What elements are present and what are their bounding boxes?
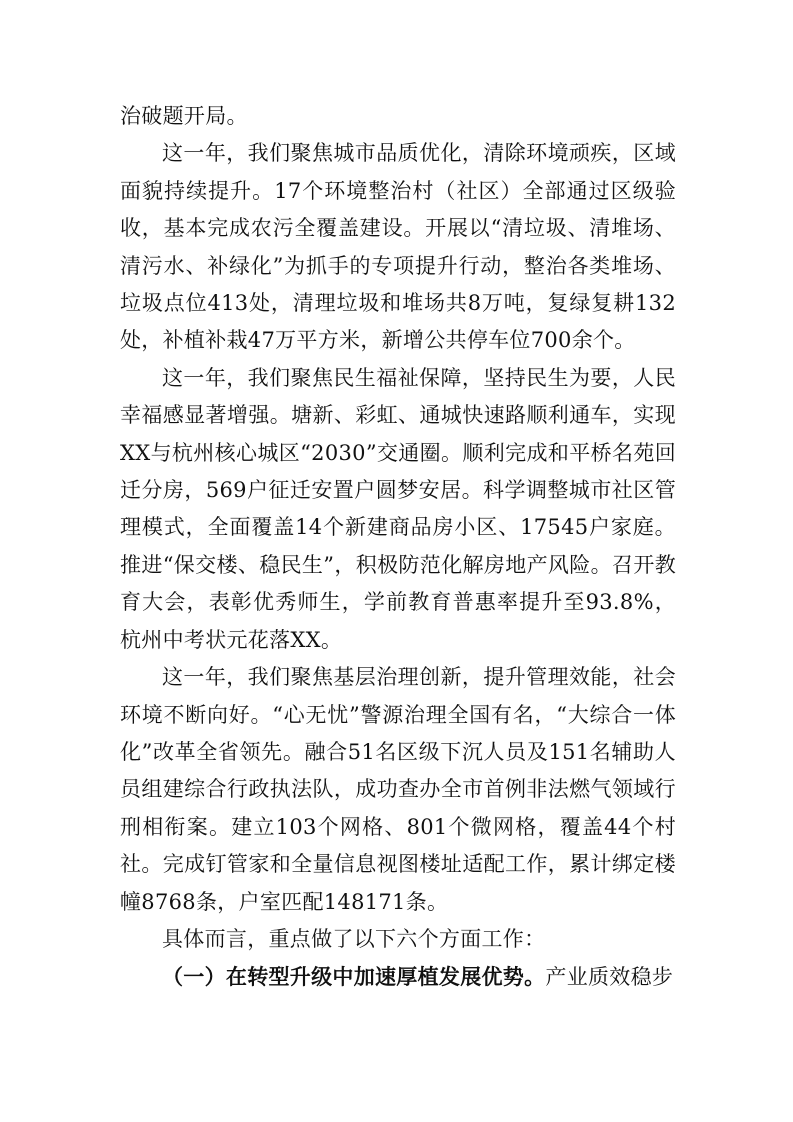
paragraph-text: 产业质效稳步 bbox=[545, 965, 674, 990]
paragraph-opening-fragment bbox=[120, 98, 676, 135]
document-body bbox=[120, 98, 676, 997]
paragraph-livelihood bbox=[120, 360, 676, 659]
section-heading: （一）在转型升级中加速厚植发展优势。 bbox=[162, 964, 546, 990]
paragraph-text: 这一年，我们聚焦基层治理创新，提升管理效能，社会环境不断向好。“心无忧”警源治理全国有名，“大综合一体化”改革全省领先。融合51名区级下沉人员及151名辅助人员组建综合行政执法队，成功查办全市首例非法燃气领域行刑相衔案。建立103个网格、801个微网格，覆盖44个村社。完成钉管家和全量信息视图楼址适配工作，累计绑定楼幢8768条，户室匹配148171条。 bbox=[120, 665, 676, 914]
paragraph-text: 治破题开局。 bbox=[120, 104, 248, 128]
paragraph-text: 这一年，我们聚焦民生福祉保障，坚持民生为要，人民幸福感显著增强。塘新、彩虹、通城快速路顺利通车，实现XX与杭州核心城区“2030”交通圈。顺利完成和平桥名苑回迁分房，569户征迁安置户圆梦安居。科学调整城市社区管理模式，全面覆盖14个新建商品房小区、17545户家庭。推进“保交楼、稳民生”，积极防范化解房地产风险。召开教育大会，表彰优秀师生，学前教育普惠率提升至93.8%，杭州中考状元花落XX。 bbox=[120, 365, 676, 652]
paragraph-text: 这一年，我们聚焦城市品质优化，清除环境顽疾，区域面貌持续提升。17个环境整治村（社区）全部通过区级验收，基本完成农污全覆盖建设。开展以“清垃圾、清堆场、清污水、补绿化”为抓手的专项提升行动，整治各类堆场、垃圾点位413处，清理垃圾和堆场共8万吨，复绿复耕132处，补植补栽47万平方米，新增公共停车位700余个。 bbox=[120, 141, 676, 353]
paragraph-governance bbox=[120, 659, 676, 921]
paragraph-section-one bbox=[120, 958, 676, 996]
paragraph-urban-quality bbox=[120, 135, 676, 359]
paragraph-text: 具体而言，重点做了以下六个方面工作： bbox=[162, 926, 546, 951]
paragraph-summary-intro bbox=[120, 921, 676, 958]
